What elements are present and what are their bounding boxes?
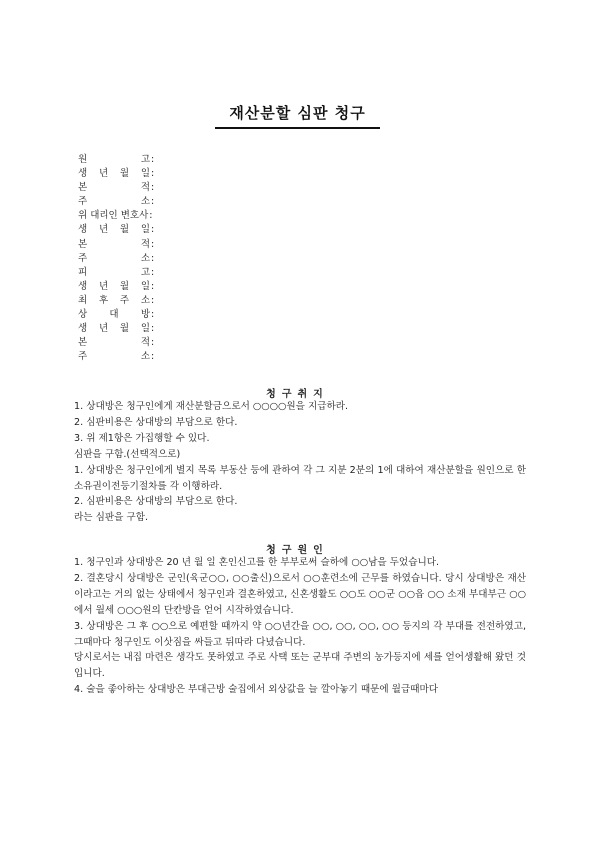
cause-heading: 청구원인: [266, 545, 329, 556]
claim-paragraph: 2. 심판비용은 상대방의 부담으로 한다.: [74, 496, 238, 508]
cause-paragraph: 4. 술을 좋아하는 상대방은 부대근방 술집에서 외상값을 늘 깔아놓기 때문에 월급때마다: [74, 684, 439, 696]
party-row: [78, 195, 154, 209]
party-row: [78, 280, 154, 294]
party-row: [78, 153, 154, 167]
party-label: 본 적: [78, 337, 150, 349]
party-row: [78, 322, 154, 336]
claim-paragraph: 2. 심판비용은 상대방의 부담으로 한다.: [74, 416, 238, 428]
party-label: 위 대리인 변호사: [78, 210, 149, 222]
cause-paragraph: 1. 청구인과 상대방은 20 년 월 일 혼인신고를 한 부부로써 슬하에 ○○남을 두었습니다.: [74, 557, 440, 568]
party-colon: :: [149, 210, 153, 222]
party-row: [78, 181, 154, 195]
party-row: [78, 308, 154, 322]
party-colon: :: [151, 224, 155, 236]
claim-paragraph: 1. 상대방은 청구인에게 별지 목록 부동산 등에 관하여 각 그 지분 2분의 1에 대하여 재산분할을 원인으로 한 소유권이전등기절차를 각 이행하라.: [74, 464, 526, 492]
party-colon: :: [151, 238, 155, 250]
party-row: [78, 252, 154, 266]
party-label: 원 고: [78, 154, 150, 165]
party-colon: :: [151, 294, 155, 306]
party-row: [78, 350, 154, 364]
party-row: [78, 336, 154, 350]
cause-paragraph: 2. 결혼당시 상대방은 군인(육군○○, ○○출신)으로서 ○○훈련소에 근무를 하였습니다. 당시 상대방은 재산이라고는 거의 없는 상태에서 청구인과 결혼하였고, 신혼생활도 ○○도 ○○군 ○○읍 ○○ 소재 부대부근 ○○에서 월세 ○○○원의 단칸방을 얻어 시작하였습니다.: [74, 572, 526, 616]
party-colon: :: [151, 309, 155, 321]
party-colon: :: [151, 323, 155, 335]
party-label: 생 년 월 일: [78, 168, 150, 180]
claim-paragraph: 심판을 구함.(선택적으로): [74, 448, 181, 460]
party-colon: :: [151, 168, 155, 180]
party-label: 본 적: [78, 182, 150, 194]
claim-paragraph: 라는 심판을 구함.: [74, 512, 149, 524]
party-row: [78, 209, 154, 223]
party-label: 피 고: [78, 266, 150, 278]
party-label: 생 년 월 일: [78, 323, 150, 335]
party-row: [78, 266, 154, 280]
party-colon: :: [151, 182, 155, 194]
claim-paragraph: 3. 위 제1항은 가집행할 수 있다.: [74, 432, 210, 444]
party-row: [78, 167, 154, 181]
party-label: 본 적: [78, 238, 150, 250]
title-text: 재산분할 심판 청구: [215, 102, 379, 129]
party-label: 주 소: [78, 351, 150, 363]
party-colon: :: [151, 337, 155, 349]
party-list: [78, 153, 154, 364]
party-row: [78, 238, 154, 252]
party-colon: :: [151, 252, 155, 264]
cause-paragraph: 3. 상대방은 그 후 ○○으로 예편할 때까지 약 ○○년간을 ○○, ○○, ○○, ○○ 등지의 각 부대를 전전하였고, 그때마다 청구인도 이삿짐을 싸들고 뒤따라 다녔습니다.: [74, 620, 526, 648]
party-colon: :: [151, 280, 155, 292]
party-label: 최 후 주 소: [78, 294, 150, 306]
party-label: 주 소: [78, 252, 150, 264]
document-title: [0, 102, 595, 129]
party-colon: :: [151, 196, 155, 208]
party-colon: :: [151, 154, 155, 165]
cause-section: [74, 555, 526, 698]
claim-section: [74, 399, 526, 526]
claim-paragraph: 1. 상대방은 청구인에게 재산분할금으로서 ○○○○원을 지급하라.: [74, 401, 349, 412]
party-row: [78, 223, 154, 237]
party-label: 상 대 방: [78, 309, 150, 321]
party-label: 생 년 월 일: [78, 280, 150, 292]
claim-heading: 청구취지: [266, 389, 329, 400]
party-row: [78, 294, 154, 308]
party-colon: :: [151, 266, 155, 278]
party-label: 주 소: [78, 196, 150, 208]
cause-paragraph: 당시로서는 내집 마련은 생각도 못하였고 주로 사택 또는 군부대 주변의 농가등지에 세를 얻어생활해 왔던 것입니다.: [74, 652, 526, 680]
party-label: 생 년 월 일: [78, 224, 150, 236]
party-colon: :: [151, 351, 155, 363]
